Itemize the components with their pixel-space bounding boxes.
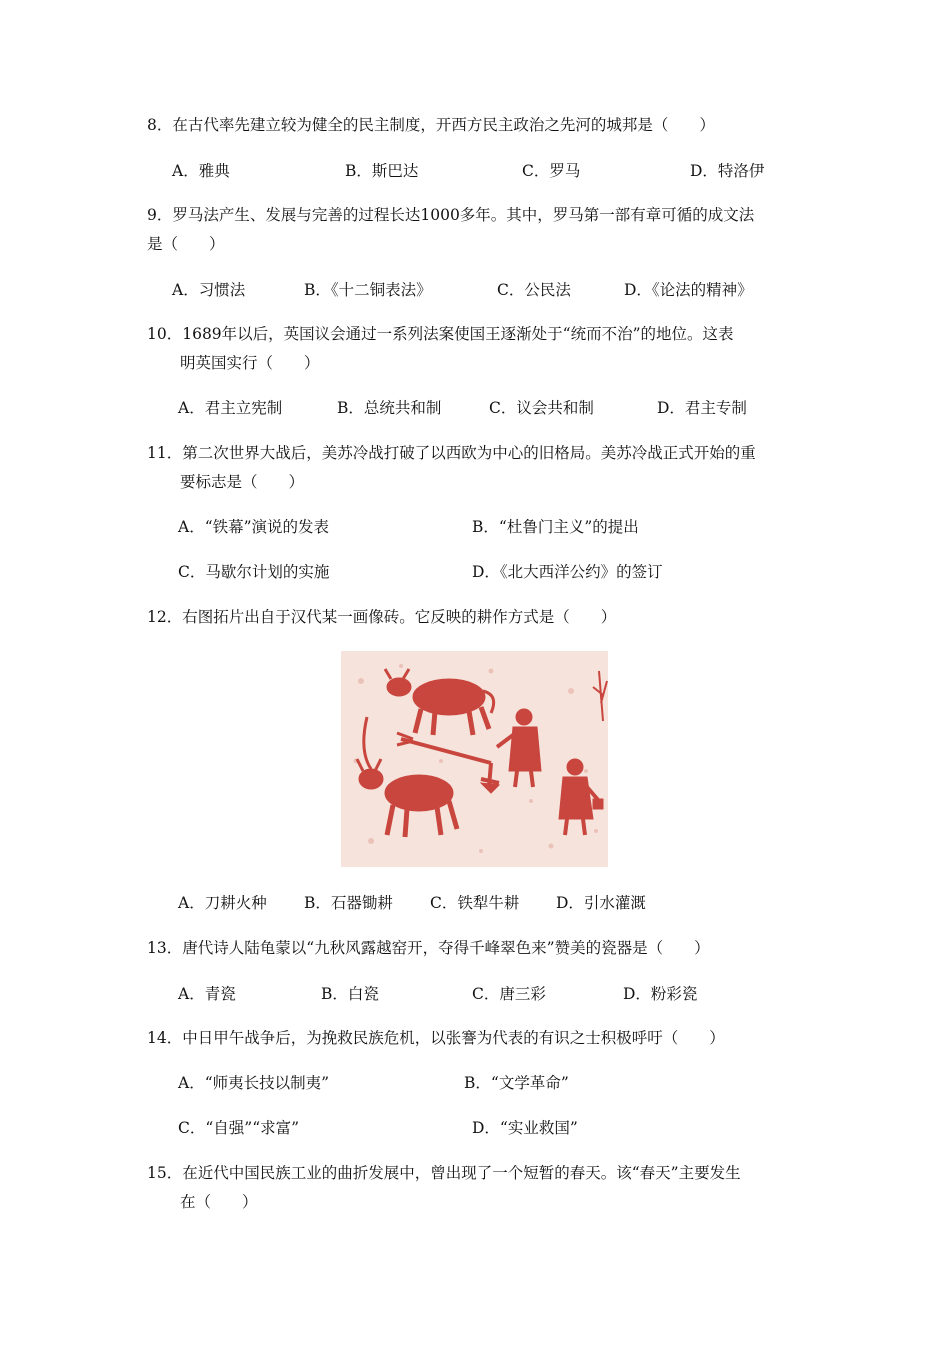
question-11-option-a: A．“铁幕”演说的发表 [178,518,330,536]
question-11-stem-line2: 要标志是（ ） [180,473,305,491]
question-11-option-c: C．马歇尔计划的实施 [178,563,330,581]
question-11-option-d: D．《北大西洋公约》的签订 [472,563,663,581]
sower-head [567,759,583,775]
farmer-robe [509,727,541,771]
han-brick-rubbing-image [341,651,608,867]
question-9-stem-line2: 是（ ） [147,235,225,253]
question-9-option-a: A．习惯法 [172,281,246,299]
question-10-option-d: D．君主专制 [657,399,747,417]
question-14-option-a: A．“师夷长技以制夷” [178,1074,330,1092]
question-10-option-b: B．总统共和制 [337,399,442,417]
ox-upper-head [387,678,411,696]
question-13-option-c: C．唐三彩 [472,985,546,1003]
question-9-option-d: D．《论法的精神》 [624,281,753,299]
question-9-option-b: B．《十二铜表法》 [304,281,432,299]
question-9-option-c: C．公民法 [497,281,571,299]
question-8-stem: 8．在古代率先建立较为健全的民主制度，开西方民主政治之先河的城邦是（ ） [147,116,715,134]
question-15-stem-line2: 在（ ） [180,1193,258,1211]
question-9-stem-line1: 9．罗马法产生、发展与完善的过程长达1000多年。其中，罗马第一部有章可循的成文法 [147,206,755,224]
question-10-option-c: C．议会共和制 [489,399,594,417]
question-13-option-a: A．青瓷 [178,985,236,1003]
question-8-option-d: D．特洛伊 [690,162,765,180]
question-10-stem-line2: 明英国实行（ ） [180,354,320,372]
ox-lower-head [359,769,383,789]
question-8-option-c: C．罗马 [522,162,581,180]
seed-basket [593,799,603,809]
question-11-stem-line1: 11．第二次世界大战后，美苏冷战打破了以西欧为中心的旧格局。美苏冷战正式开始的重 [147,444,756,462]
question-8-option-b: B．斯巴达 [345,162,419,180]
question-12-option-b: B．石器锄耕 [304,894,393,912]
question-14-stem: 14．中日甲午战争后，为挽救民族危机，以张謇为代表的有识之士积极呼吁（ ） [147,1029,725,1047]
farmer-head [516,709,532,725]
question-15-stem-line1: 15．在近代中国民族工业的曲折发展中，曾出现了一个短暂的春天。该“春天”主要发生 [147,1164,741,1182]
sower-robe [559,777,593,819]
question-12-option-c: C．铁犁牛耕 [430,894,520,912]
question-10-option-a: A．君主立宪制 [178,399,283,417]
question-10-stem-line1: 10．1689年以后，英国议会通过一系列法案使国王逐渐处于“统而不治”的地位。这表 [147,325,734,343]
question-13-option-b: B．白瓷 [321,985,379,1003]
question-12-stem: 12．右图拓片出自于汉代某一画像砖。它反映的耕作方式是（ ） [147,608,617,626]
question-13-option-d: D．粉彩瓷 [623,985,698,1003]
question-13-stem: 13．唐代诗人陆龟蒙以“九秋风露越窑开，夺得千峰翠色来”赞美的瓷器是（ ） [147,939,710,957]
question-14-option-c: C．“自强”“求富” [178,1119,300,1137]
question-12-option-a: A．刀耕火种 [178,894,267,912]
question-8-option-a: A．雅典 [172,162,230,180]
question-14-option-b: B．“文学革命” [464,1074,569,1092]
question-12-option-d: D．引水灌溉 [556,894,646,912]
ox-upper-body [413,679,485,715]
question-14-option-d: D．“实业救国” [472,1119,578,1137]
question-11-option-b: B．“杜鲁门主义”的提出 [472,518,639,536]
